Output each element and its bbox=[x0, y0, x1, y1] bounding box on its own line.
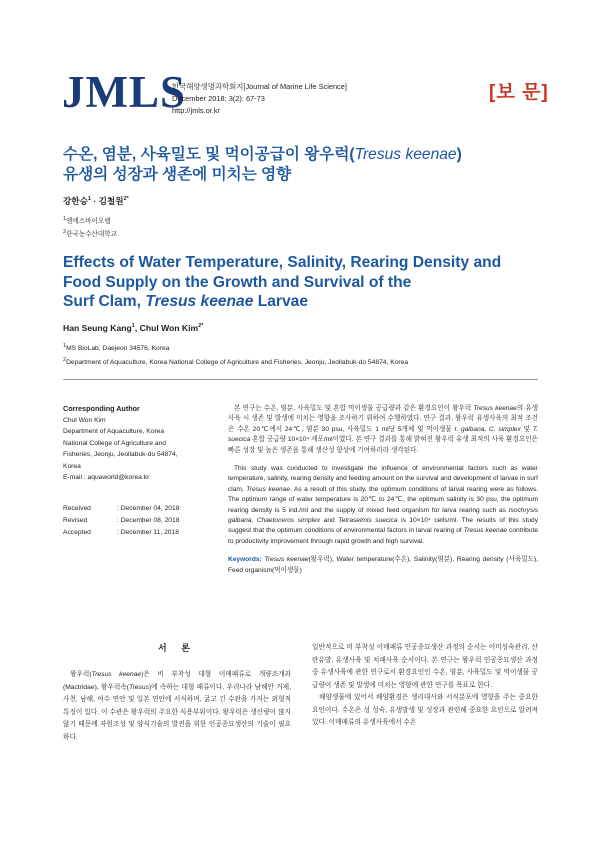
affiliation-ko-2-sup: 2 bbox=[63, 229, 67, 236]
keywords bbox=[228, 555, 538, 576]
corresponding-email[interactable]: E-mail : aquaworld@korea.kr bbox=[63, 474, 150, 481]
abstract-english bbox=[228, 464, 538, 547]
abstract-korean bbox=[228, 404, 538, 456]
article-type-badge: [보 문] bbox=[489, 82, 549, 103]
english-title-species: Tresus keenae bbox=[145, 293, 254, 310]
author-2-ko: 김철원 bbox=[98, 196, 124, 206]
english-authors bbox=[63, 323, 203, 333]
affiliation-ko-1-sup: 1 bbox=[63, 216, 67, 222]
date-value: : December 08, 2018 bbox=[117, 517, 180, 524]
journal-name: 한국해양생명과학회지[Journal of Marine Life Science] bbox=[172, 82, 347, 91]
article-dates bbox=[63, 503, 179, 539]
author-sep-en: , bbox=[134, 323, 140, 333]
english-title-line3: Surf Clam, bbox=[63, 293, 146, 310]
journal-logo: JMLS bbox=[62, 67, 187, 117]
body-paragraph bbox=[63, 669, 291, 744]
keywords-label: Keywords: bbox=[228, 556, 262, 564]
author-1-en-sup: 1 bbox=[131, 323, 135, 330]
abstract-ko-text: 의 유생사육 시 생존 및 발생에 미치는 영향을 조사하기 위하여 수행하였다. 연구 결과, 왕우럭 유생사육의 최적 조건은 수온 20℃에서 24℃, 염분 30 psu, 사육밀도 1 ml당 5개체 및 먹이생물 bbox=[228, 405, 538, 433]
body-text: 왕우럭( bbox=[70, 671, 92, 678]
species-name: Tresus keenae bbox=[473, 405, 517, 412]
affiliation-en-2-sup: 2 bbox=[63, 356, 67, 363]
korean-title-line2: 유생의 성장과 생존에 미치는 영향 bbox=[63, 166, 292, 183]
author-2-ko-sup: 2* bbox=[123, 196, 129, 203]
abstract-en-text: and bbox=[320, 517, 339, 525]
abstract-ko-text: 및 bbox=[520, 425, 533, 433]
corresponding-line: Chul Won Kim bbox=[63, 416, 106, 424]
abstract bbox=[228, 404, 538, 584]
english-affiliations bbox=[63, 341, 408, 368]
date-revised bbox=[63, 515, 179, 527]
corresponding-author-block bbox=[63, 403, 213, 484]
date-label: Revised bbox=[63, 517, 88, 524]
corresponding-line: National College of Agriculture and bbox=[63, 439, 166, 447]
author-1-en: Han Seung Kang bbox=[63, 323, 132, 333]
journal-url[interactable]: http://jmls.or.kr bbox=[172, 106, 221, 115]
abstract-en-text: This study was conducted to investigate the influence of environmental factors such as water temperature, salinity, rearing density and feeding amount on the survival and development of larvae in surf clam, bbox=[228, 465, 538, 493]
author-1-ko: 강한승 bbox=[63, 196, 88, 206]
korean-title bbox=[63, 145, 462, 185]
section-title-introduction: 서 론 bbox=[158, 643, 196, 653]
species-name: Tresus keenae bbox=[264, 556, 309, 564]
korean-title-species: Tresus keenae bbox=[354, 146, 457, 163]
species-name: T. suecica bbox=[228, 425, 538, 444]
date-label: Accepted bbox=[63, 529, 91, 536]
journal-info bbox=[172, 81, 347, 117]
corresponding-heading: Corresponding Author bbox=[63, 404, 140, 413]
english-title-line1: Effects of Water Temperature, Salinity, Rearing Density and bbox=[63, 254, 502, 271]
author-sep-ko: · bbox=[90, 196, 99, 206]
corresponding-line: Korea bbox=[63, 462, 81, 470]
abstract-ko-text: 혼합 공급량 10×10⁴ 세포/ml이였다. 본 연구 결과를 통해 밝혀진 왕우럭 유생 최적의 사육 환경요인은 빠른 성장 및 높은 생존을 통해 생산성 향상에 기여하리라 생각된다. bbox=[228, 436, 538, 454]
keywords-text: (왕우럭), Water temperature(수온), Salinity(염분), Rearing density (사육밀도), Feed organism(먹이생물) bbox=[228, 556, 538, 574]
affiliation-ko-2-text: 한국농수산대학교 bbox=[66, 231, 118, 239]
journal-issue: December 2018; 3(2): 67-73 bbox=[172, 94, 265, 103]
abstract-en-text: contribute to productivity improvement through rapid growth and high survival. bbox=[228, 527, 538, 545]
affiliation-en-2-text: Department of Aquaculture, Korea National College of Agriculture and Fisheries, Jeonju, Jeollabuk-do 54874, Korea bbox=[66, 358, 409, 366]
affiliation-ko-2 bbox=[63, 227, 117, 240]
date-received bbox=[63, 503, 179, 515]
author-2-en: Chul Won Kim bbox=[139, 323, 199, 333]
korean-authors bbox=[63, 195, 129, 207]
korean-title-line1: 수온, 염분, 사육밀도 및 먹이공급이 왕우럭( bbox=[63, 146, 355, 163]
corresponding-line: Fisheries, Jeonju, Jeollabuk-do 54874, bbox=[63, 451, 178, 458]
abstract-en-text: . As a result of this study, the optimum conditions of larval rearing were as follows. The optimum range of water temperature is 20℃ to 24℃, the optimum salinity is 30 psu, the optimum rearing density is 5 ind./ml and the supply of mixed feed organism for larva rearing such as bbox=[228, 485, 538, 514]
body-paragraph: 일반적으로 비 부착성 이매패류 인공종묘생산 과정의 순서는 어미성숙관리, 산란유발, 유생사육 및 치패사육 순서이다. 본 연구는 왕우럭 인공종묘생산 과정 중 유생사육에 관한 연구로서 환경요인인 수온, 염분, 사육밀도 및 먹이생물 공급량이 생존 및 발생에 미치는 영향에 관한 연구를 목표로 한다. bbox=[312, 644, 538, 689]
section-divider bbox=[63, 379, 538, 380]
species-name: Tresus bbox=[128, 683, 149, 691]
affiliation-en-1-sup: 1 bbox=[63, 343, 67, 349]
species-name: Tresus keenae bbox=[91, 671, 142, 678]
date-accepted bbox=[63, 527, 179, 539]
body-paragraph: 해양생물에 있어서 해양환경은 생리대사와 서식분포에 영향을 주는 중요한 요인이다. 수온은 성 성숙, 유생발생 및 성장과 관련해 중요한 요인으로 알려져 있다. 이매패류의 유생사육에서 수온 bbox=[312, 694, 538, 726]
affiliation-ko-1 bbox=[63, 214, 117, 227]
species-name: Isochrysis galbana, Chaetoceros simplex bbox=[228, 506, 538, 525]
corresponding-line: Department of Aquaculture, Korea bbox=[63, 428, 165, 435]
korean-title-paren: ) bbox=[456, 146, 462, 163]
affiliation-ko-1-text: 엠에스바이오랩 bbox=[66, 218, 111, 226]
species-name: Tetraselmis suecica bbox=[338, 517, 398, 525]
abstract-ko-text: 본 연구는 수온, 염분, 사육밀도 및 혼합 먹이생물 공급량과 같은 환경요인이 왕우럭 bbox=[234, 405, 474, 412]
affiliation-en-1 bbox=[63, 341, 408, 355]
affiliation-en-1-text: MS BioLab, Daejeon 34576, Korea bbox=[66, 345, 170, 353]
species-name: I. galbana, C. simplex bbox=[454, 425, 521, 433]
author-1-ko-sup: 1 bbox=[87, 196, 91, 203]
body-text: )에 속하는 대형 패류이다. 우리나라 남해안 거제, 사천, 남해, 여수 연안 및 일본 연안에 서식하며, 굵고 긴 수관을 가지는 외형적 특징이 있다. 이 수관은 왕우럭의 주요한 식용부위이다. 왕우럭은 생산량이 많지 않기 때문에 자원조성 및 양식기술의 발전을 위한 인공종묘생산의 기술이 필요하다. bbox=[63, 683, 291, 741]
author-2-en-sup: 2* bbox=[198, 323, 204, 330]
english-title-line2: Food Supply on the Growth and Survival of the bbox=[63, 273, 412, 291]
species-name: Tresus keenae bbox=[246, 485, 290, 493]
korean-affiliations bbox=[63, 214, 117, 240]
species-name: Tresus keenae bbox=[463, 527, 508, 535]
abstract-en-text: is 10×10⁴ cells/ml. The results of this study suggest that the optimum conditions of environmental factors in larval rearing of bbox=[228, 517, 539, 535]
affiliation-en-2 bbox=[63, 355, 408, 369]
body-left-column bbox=[63, 669, 291, 744]
date-value: : December 11, 2018 bbox=[117, 529, 179, 536]
body-text: )은 비 부착성 대형 이매패류로 개량조개과 (Mactridae), 왕우럭속( bbox=[63, 671, 291, 691]
date-value: : December 04, 2018 bbox=[117, 505, 180, 512]
english-title-suffix: Larvae bbox=[253, 293, 309, 310]
body-right-column bbox=[312, 642, 538, 730]
english-title bbox=[63, 253, 501, 312]
date-label: Received bbox=[63, 505, 91, 512]
